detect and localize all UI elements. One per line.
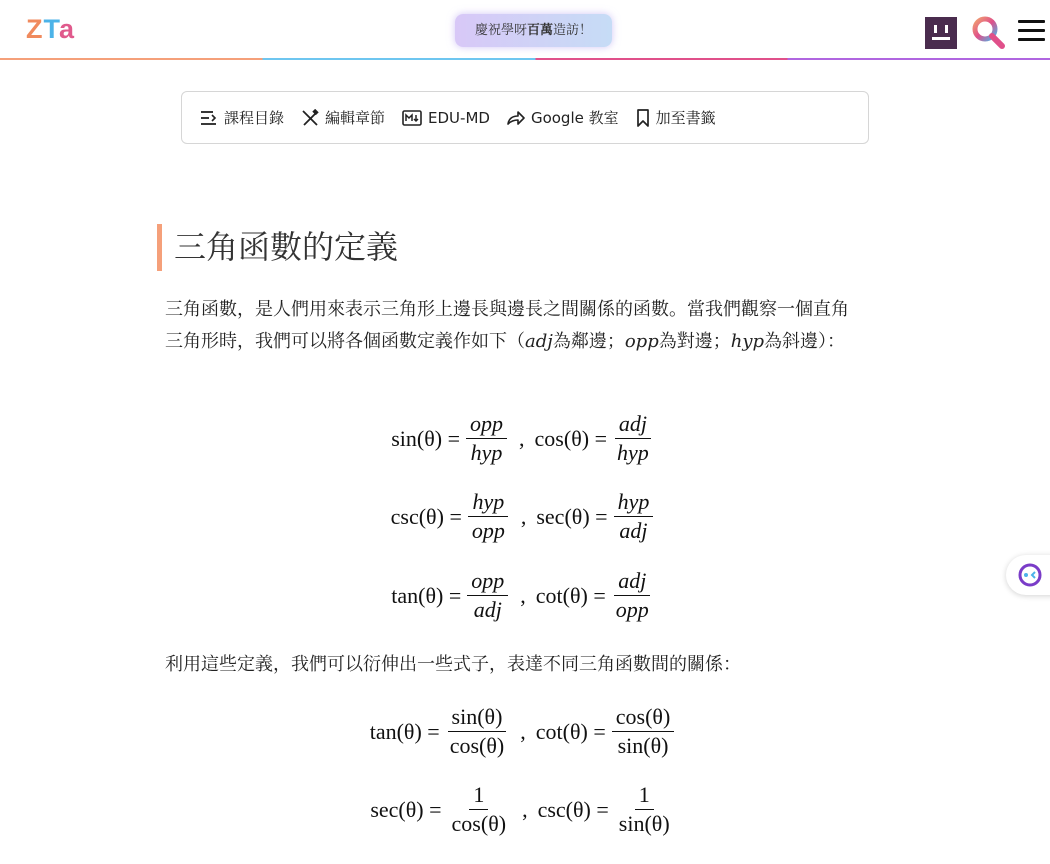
equation-term: (θ) — [563, 425, 590, 451]
list-indent-icon — [200, 109, 218, 127]
definition-paragraph — [165, 294, 865, 358]
google-classroom-button[interactable] — [507, 107, 619, 128]
share-icon — [507, 110, 525, 126]
fraction — [468, 488, 509, 545]
equation-tan-cot-ratio — [0, 703, 1050, 760]
course-index-label: 課程目錄 — [224, 109, 285, 127]
site-logo[interactable] — [26, 14, 75, 45]
header-color-bar — [0, 58, 1050, 60]
fraction-denominator: opp — [471, 518, 505, 543]
fraction-numerator: 1 — [469, 781, 488, 810]
equation-term: tan — [369, 718, 397, 744]
equation-term: (θ) — [565, 796, 591, 822]
equation-term: csc — [390, 503, 419, 529]
equation-term: = — [429, 796, 442, 822]
equation-term: (θ) — [416, 425, 443, 451]
fraction-numerator: adj — [615, 410, 651, 439]
equation-csc-sec — [0, 488, 1050, 545]
equation-term: csc — [537, 796, 566, 822]
equation-sin-cos — [0, 410, 1050, 467]
edit-chapter-label: 編輯章節 — [325, 109, 386, 127]
markdown-icon — [402, 110, 422, 126]
fraction — [467, 567, 508, 624]
equation-tan-cot — [0, 567, 1050, 624]
equation-term: (θ) — [398, 796, 424, 822]
equation-term: sec — [536, 503, 565, 529]
fraction — [466, 410, 507, 467]
equation-term: = — [448, 582, 462, 608]
edu-md-label: EDU-MD — [428, 108, 490, 127]
logo-letter-a: a — [59, 14, 76, 44]
fraction — [448, 781, 511, 838]
lesson-toolbar — [181, 91, 869, 144]
fraction-numerator: hyp — [468, 488, 508, 517]
equation-term: = — [596, 796, 609, 822]
site-header — [0, 0, 1050, 60]
section-title: 三角函數的定義 — [157, 224, 398, 271]
equation-term: tan — [391, 582, 419, 608]
math-hyp: hyp — [730, 331, 765, 352]
fraction — [614, 488, 654, 545]
math-adj: adj — [525, 331, 553, 352]
user-avatar[interactable] — [925, 17, 957, 49]
equation-term: sin — [391, 425, 417, 451]
equation-term: , — [519, 425, 525, 451]
edu-md-button[interactable] — [402, 109, 490, 127]
equation-term: (θ) — [562, 718, 588, 744]
equation-term: = — [447, 425, 461, 451]
equation-term: = — [594, 425, 607, 451]
fraction-denominator: adj — [619, 518, 648, 543]
paragraph-text: 三角函數，是人們用來表示三角形上邊長與邊長之間關係的函數。當我們觀察一個直角三角形時，我們可以將各個函數定義作如下（ — [165, 299, 849, 352]
side-assistant-widget[interactable] — [1006, 555, 1050, 595]
equation-term: cot — [535, 582, 563, 608]
equation-term: sec — [370, 796, 399, 822]
fraction-denominator: cos(θ) — [451, 811, 507, 836]
avatar-face-icon — [925, 17, 957, 49]
add-bookmark-button[interactable] — [636, 107, 716, 128]
fraction-denominator: sin(θ) — [617, 733, 669, 758]
equation-term: (θ) — [396, 718, 422, 744]
fraction-numerator: adj — [614, 567, 650, 596]
chat-bot-icon — [1017, 563, 1043, 587]
fraction-denominator: cos(θ) — [449, 733, 505, 758]
fraction-numerator: hyp — [614, 488, 654, 517]
fraction-numerator: sin(θ) — [448, 703, 507, 732]
equation-term: , — [520, 582, 526, 608]
equation-sec-csc-reciprocal — [0, 781, 1050, 838]
equation-term: (θ) — [418, 503, 444, 529]
banner-text-end: 造訪！ — [553, 23, 593, 38]
equation-term: (θ) — [562, 582, 588, 608]
fraction-denominator: adj — [473, 597, 502, 622]
course-index-button[interactable] — [200, 107, 284, 128]
equation-term: cot — [535, 718, 563, 744]
banner-text-bold: 百萬 — [526, 23, 553, 38]
fraction — [446, 703, 509, 760]
equation-term: , — [520, 503, 527, 529]
hamburger-menu-icon[interactable] — [1018, 20, 1045, 44]
fraction — [612, 567, 653, 624]
fraction — [613, 410, 653, 467]
equation-term: , — [522, 796, 528, 822]
fraction-denominator: sin(θ) — [618, 811, 670, 836]
banner-text-start: 慶祝學呀 — [474, 23, 527, 38]
equation-term: cos — [534, 425, 564, 451]
equation-term: , — [520, 718, 526, 744]
equation-term: = — [427, 718, 440, 744]
logo-letter-z: Z — [26, 14, 44, 44]
paragraph-text: 為鄰邊； — [552, 331, 625, 352]
fraction-denominator: opp — [615, 597, 649, 622]
add-bookmark-label: 加至書籤 — [655, 109, 716, 127]
relations-paragraph: 利用這些定義，我們可以衍伸出一些式子，表達不同三角函數間的關係： — [165, 654, 741, 675]
fraction-numerator: cos(θ) — [612, 703, 675, 732]
equation-term: = — [595, 503, 608, 529]
fraction-denominator: hyp — [470, 440, 503, 465]
paragraph-text: 為對邊； — [658, 331, 731, 352]
equation-term: = — [593, 718, 606, 744]
math-opp: opp — [624, 331, 659, 352]
fraction-numerator: 1 — [635, 781, 654, 810]
fraction — [615, 781, 674, 838]
fraction-denominator: hyp — [617, 440, 649, 465]
equation-term: = — [593, 582, 606, 608]
fraction — [612, 703, 675, 760]
bookmark-icon — [636, 109, 650, 127]
tools-icon — [301, 109, 319, 127]
edit-chapter-button[interactable] — [301, 107, 385, 128]
celebration-banner[interactable] — [455, 14, 612, 47]
equation-term: (θ) — [418, 582, 444, 608]
equation-term: (θ) — [564, 503, 590, 529]
fraction-numerator: opp — [467, 567, 508, 596]
equation-term: = — [449, 503, 462, 529]
fraction-numerator: opp — [466, 410, 507, 439]
logo-letter-t: T — [43, 14, 59, 44]
google-classroom-label: Google 教室 — [530, 109, 619, 127]
paragraph-text: 為斜邊）： — [764, 331, 846, 352]
search-icon[interactable] — [970, 14, 1006, 50]
